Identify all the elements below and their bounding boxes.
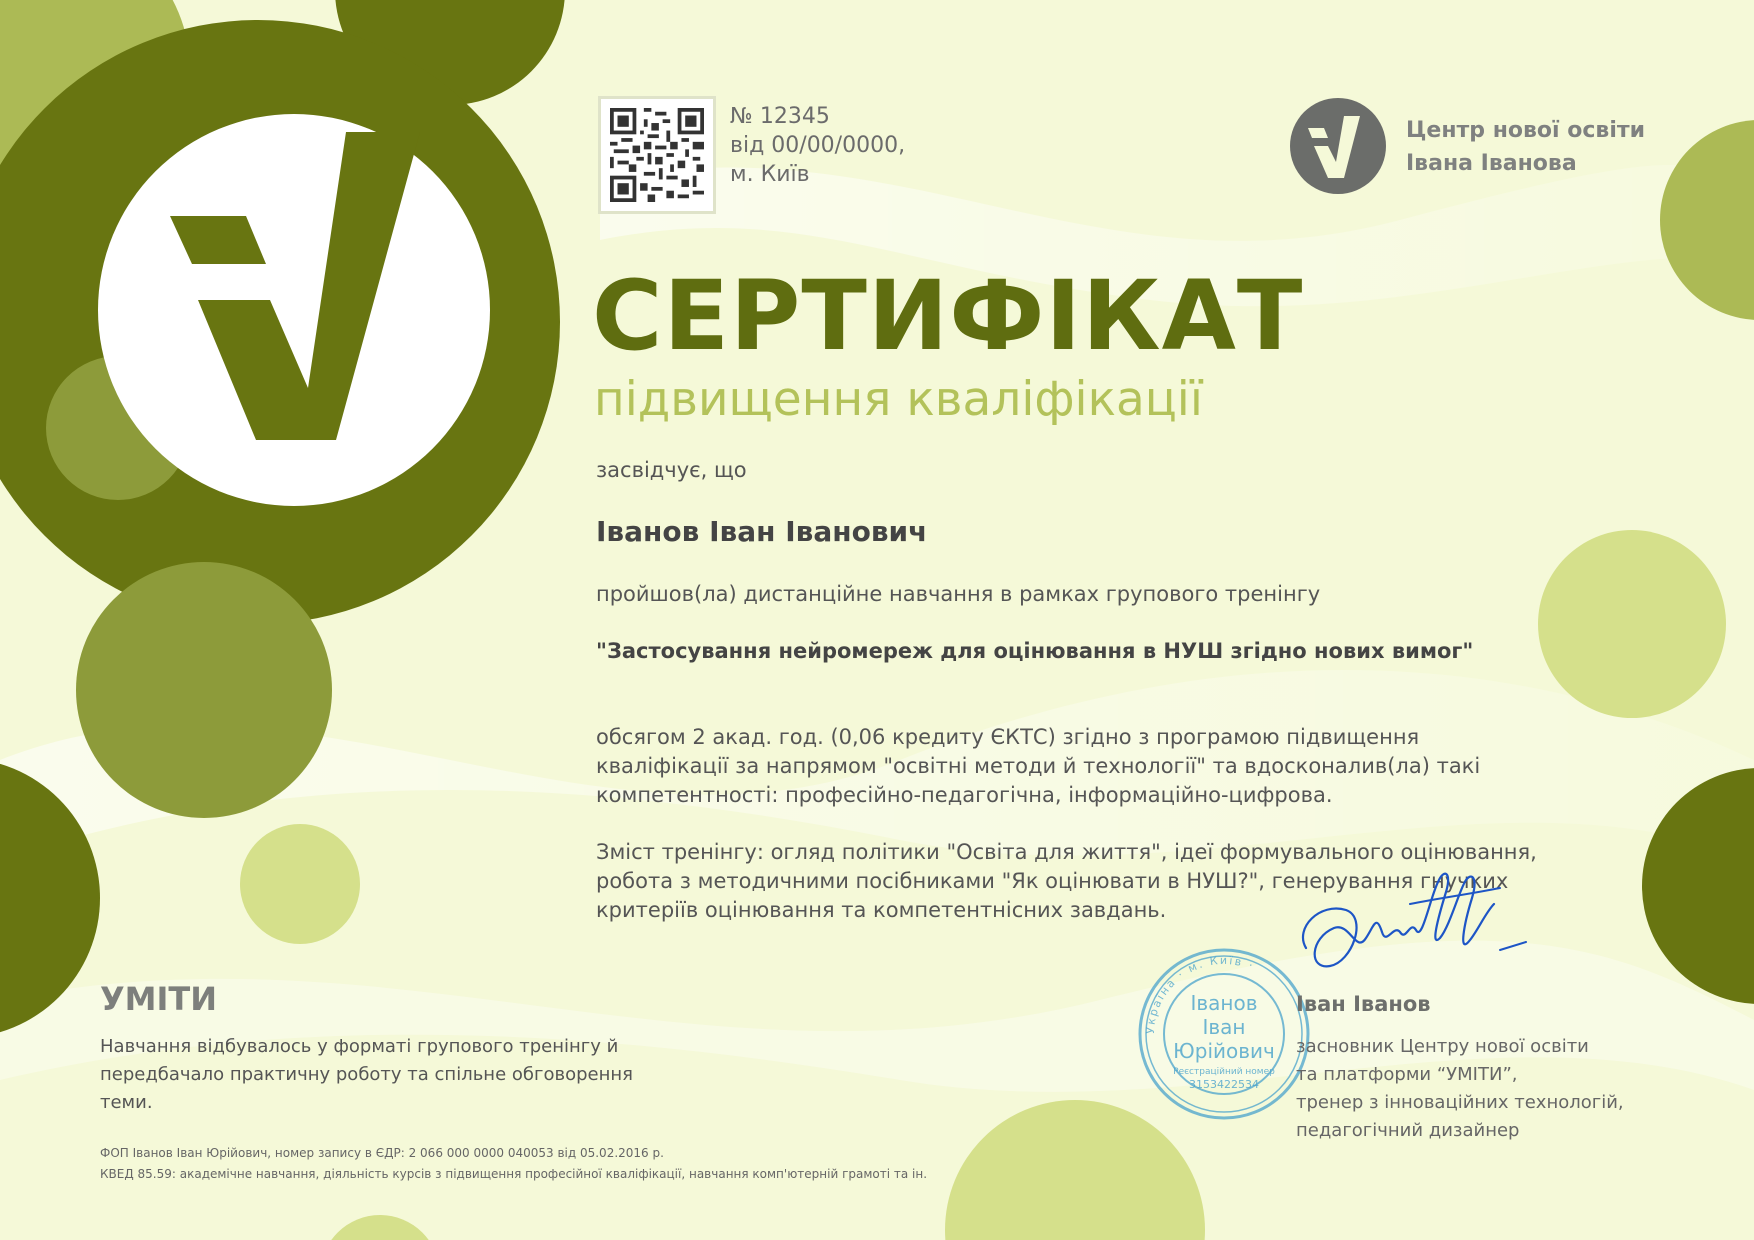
stamp-reg-label: Реєстраційний номер: [1173, 1067, 1275, 1077]
stamp-seal-icon: [1136, 946, 1312, 1122]
certificate-city: м. Київ: [730, 162, 810, 187]
course-title: "Застосування нейромереж для оцінювання в НУШ згідно нових вимог": [596, 639, 1474, 663]
passed-text: пройшов(ла) дистанційне навчання в рамках групового тренінгу: [596, 582, 1321, 606]
footer-note: Навчання відбувалось у форматі групового тренінгу й передбачало практичну роботу та спільне обговорення теми.: [100, 1036, 633, 1113]
organization-name: [1406, 114, 1645, 180]
certifies-text: засвідчує, що: [596, 458, 747, 482]
qr-code-icon: [610, 108, 704, 202]
org-logo-icon: [1288, 96, 1388, 196]
signer-role: [1296, 1033, 1624, 1145]
certificate-number: № 12345: [730, 104, 830, 129]
signer-role-line2: та платформи “УМІТИ”,: [1296, 1064, 1518, 1085]
signer-role-line3: тренер з інноваційних технологій,: [1296, 1092, 1624, 1113]
course-volume: обсягом 2 акад. год. (0,06 кредиту ЄКТС) згідно з програмою підвищення кваліфікації за напрямом "освітні методи й технології" та вдосконалив(ла) такі компетентності: професійно-педагогічна, інформаційно-цифрова.: [596, 725, 1481, 807]
legal-line-2: КВЕД 85.59: академічне навчання, діяльність курсів з підвищення професійної кваліфікації, навчання комп'ютерній грамоті та ін.: [100, 1167, 928, 1181]
organization-name-line2: Івана Іванова: [1406, 151, 1577, 176]
legal-line-1: ФОП Іванов Іван Юрійович, номер запису в ЄДР: 2 066 000 0000 040053 від 05.02.2016 р.: [100, 1146, 664, 1160]
recipient-name: Іванов Іван Іванович: [596, 515, 928, 548]
signer-name: Іван Іванов: [1296, 992, 1431, 1016]
certificate-title: СЕРТИФІКАТ: [592, 260, 1304, 372]
stamp-ring-text: Україна · м. Київ ·: [1143, 953, 1257, 1035]
qr-code: [598, 96, 716, 214]
stamp-line1: Іванов: [1190, 991, 1258, 1015]
organization-name-line1: Центр нової освіти: [1406, 118, 1646, 143]
stamp-line2: Іван: [1202, 1015, 1246, 1039]
signer-role-line1: засновник Центру нової освіти: [1296, 1036, 1589, 1057]
stamp-line3: Юрійович: [1173, 1039, 1275, 1063]
stamp-reg-number: 3153422534: [1189, 1078, 1259, 1091]
signer-role-line4: педагогічний дизайнер: [1296, 1120, 1520, 1141]
platform-name: УМІТИ: [100, 980, 218, 1018]
legal-info: [100, 1143, 927, 1185]
course-content: Зміст тренінгу: огляд політики "Освіта для життя", ідеї формувального оцінювання, робота з методичними посібниками "Як оцінювати в НУШ?", генерування гнучких критеріїв оцінювання та компетентнісних завдань.: [596, 840, 1537, 922]
certificate-date: від 00/00/0000,: [730, 133, 906, 158]
signature-icon: [1290, 858, 1530, 998]
certificate-meta: [730, 102, 905, 189]
certificate-subtitle: підвищення кваліфікації: [594, 372, 1203, 427]
